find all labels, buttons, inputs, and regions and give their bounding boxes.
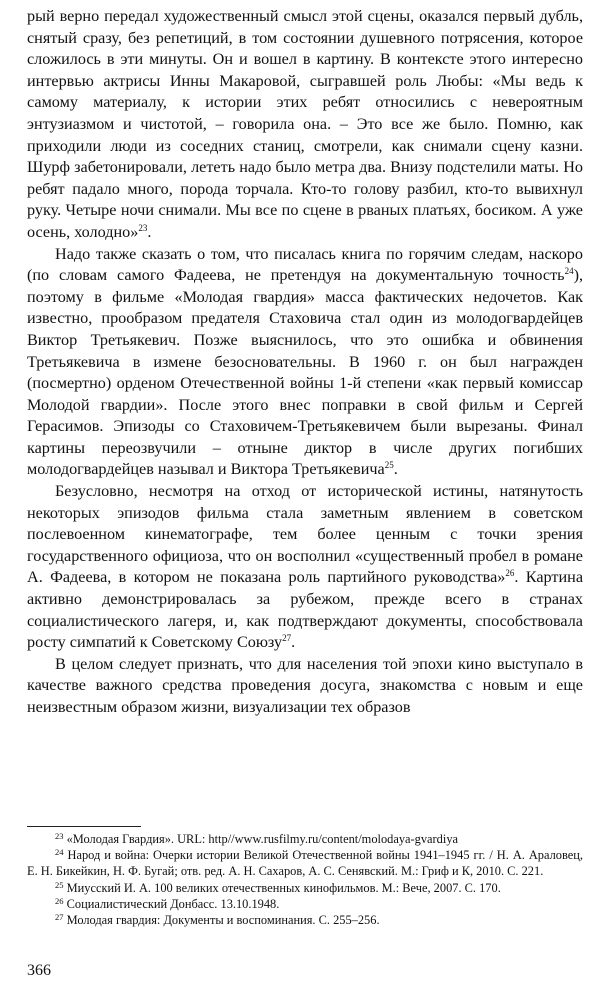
footnote-26: [27, 896, 583, 912]
paragraph-2-end: .: [393, 460, 398, 479]
footnote-ref-24[interactable]: 24: [564, 266, 574, 277]
page-body: [27, 6, 583, 719]
paragraph-2-text-b: ), поэтому в фильме «Молодая гвардия» масса фактических недочетов. Как известно, прообразом предателя Стаховича стал один из молодогвардейцев Виктор Третьякевич. Позже выяснилось, что это ошибка и обвинения Третьякевича в измене безосновательны. В 1960 г. он был награжден (посмертно) орденом Отечественной войны 1-й степени «как первый комиссар Молодой гвардии». После этого внес поправки в свой фильм и Сергей Герасимов. Эпизоды со Стаховичем-Третьякевичем были вырезаны. Финал картины переозвучили – отныне диктор в числе других погибших молодогвардейцев называл и Виктора Третьякевича: [27, 266, 583, 479]
page-number: 366: [27, 962, 51, 979]
footnote-text: Социалистический Донбасс. 13.10.1948.: [66, 896, 280, 911]
footnote-text: Миусский И. А. 100 великих отечественных кинофильмов. М.: Вече, 2007. С. 170.: [66, 880, 501, 895]
footnote-23: [27, 831, 583, 847]
footnote-ref-23[interactable]: 23: [138, 222, 148, 233]
footnote-text: Народ и война: Очерки истории Великой Отечественной войны 1941–1945 гг. / Н. А. Араловец, Е. Н. Бикейкин, Н. Ф. Бугай; отв. ред. А. Н. Сахаров, А. С. Сенявский. М.: Гриф и К, 2010. С. 221.: [27, 848, 583, 879]
footnote-ref-25[interactable]: 25: [384, 460, 394, 471]
paragraph-3-text-a: Безусловно, несмотря на отход от исторической истины, натянутость некоторых эпизодов фильма стала заметным явлением в советском послевоенном кинематографе, тем более ценным с точки зрения государственного официоза, что он восполнил «существенный пробел в романе А. Фадеева, в котором не показана роль партийного руководства»: [27, 482, 583, 587]
footnote-number: 25: [55, 879, 64, 890]
footnote-number: 23: [55, 831, 64, 841]
footnotes: [27, 831, 583, 928]
paragraph-3-text-b: . Картина активно демонстрировалась за рубежом, прежде всего в странах социалистического лагеря, и, как подтверждают документы, способствовала росту симпатий к Советскому Союзу: [27, 568, 584, 652]
footnote-number: 26: [55, 895, 64, 906]
footnote-divider: [27, 826, 141, 827]
paragraph-1-end: .: [147, 222, 152, 241]
paragraph-3: [27, 481, 583, 654]
footnote-ref-27[interactable]: 27: [282, 633, 292, 644]
footnote-number: 27: [55, 912, 64, 923]
footnote-24: [27, 847, 583, 879]
paragraph-4: [27, 654, 583, 719]
paragraph-2: [27, 244, 583, 482]
paragraph-2-text-a: Надо также сказать о том, что писалась книга по горячим следам, наскоро (по словам самого Фадеева, не претендуя на документальную точность: [27, 244, 583, 285]
paragraph-1: [27, 6, 583, 244]
footnote-text: «Молодая Гвардия». URL: http//www.rusfilmy.ru/content/molodaya-gvardiya: [66, 832, 459, 846]
footnote-ref-26[interactable]: 26: [505, 568, 515, 579]
footnote-25: [27, 880, 583, 896]
paragraph-3-end: .: [291, 633, 296, 652]
footnote-number: 24: [55, 847, 64, 858]
paragraph-4-text: В целом следует признать, что для населения той эпохи кино выступало в качестве важного средства проведения досуга, знакомства с новым и еще неизвестным образом жизни, визуализации тех образов: [27, 654, 583, 716]
footnote-text: Молодая гвардия: Документы и воспоминания. С. 255–256.: [66, 913, 380, 928]
footnote-27: [27, 912, 583, 928]
paragraph-1-text: рый верно передал художественный смысл этой сцены, оказался первый дубль, снятый сразу, без репетиций, в том состоянии душевного потрясения, которое сложилось в эти минуты. Он и вошел в картину. В контексте этого интересно интервью актрисы Инны Макаровой, сыгравшей роль Любы: «Мы ведь к самому материалу, к истории этих ребят относились с невероятным энтузиазмом и чистотой, – говорила она. – Это все же было. Помню, как приходили люди из соседних станиц, смотрели, как снимали сцену казни. Шурф забетонировали, лететь надо было метра два. Внизу подстелили маты. Но ребят падало много, порода торчала. Кто-то голову разбил, кто-то вывихнул руку. Четыре ночи снимали. Мы все по сцене в рваных платьях, босиком. А уже осень, холодно»: [27, 7, 583, 241]
